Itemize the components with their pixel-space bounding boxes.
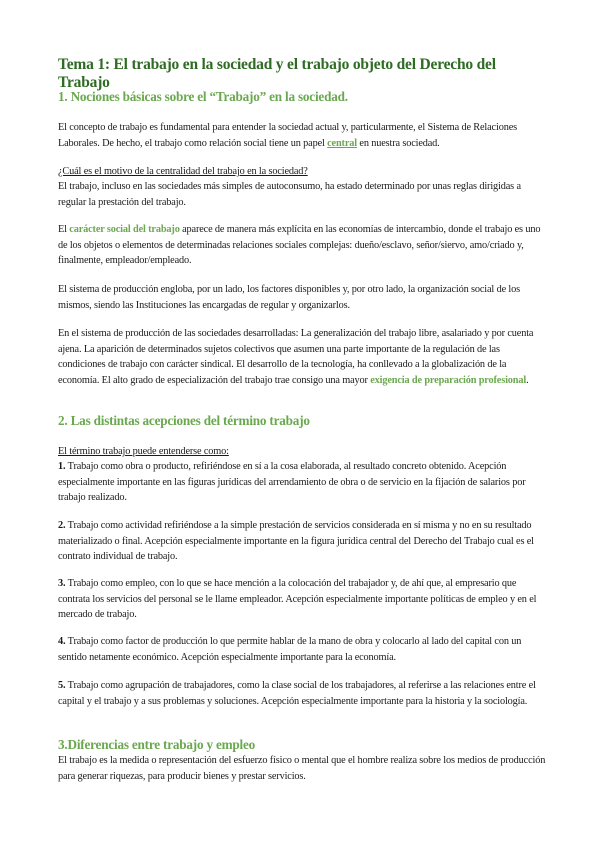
section-1-paragraph-4: El sistema de producción engloba, por un lado, los factores disponibles y, por otro lado, la organización social de los mismos, siendo las Instituciones las encargadas de regular y organizarlos.: [58, 284, 520, 311]
list-item-text: Trabajo como actividad refiriéndose a la simple prestación de servicios considerada en sí misma y no en su resultado materializado o final. Acepción especialmente importante en la figura jurídica central del Derecho del Trabajo cual es el contrato individual de trabajo.: [58, 520, 534, 563]
paragraph-text: en nuestra sociedad.: [356, 137, 440, 149]
section-2-intro: El término trabajo puede entenderse como:: [58, 446, 229, 457]
list-item: [58, 459, 546, 506]
list-item-number: 3.: [58, 578, 66, 589]
section-1-paragraph-3: [58, 222, 546, 269]
list-item-text: Trabajo como empleo, con lo que se hace mención a la colocación del trabajador y, de ahí que, al empresario que contrata los servicios del personal se le llame empleador. Acepción especialmente importante políticas de empleo y en el mercado de trabajo.: [58, 578, 537, 621]
section-1-question: ¿Cuál es el motivo de la centralidad del trabajo en la sociedad?: [58, 166, 308, 177]
document-title: Tema 1: El trabajo en la sociedad y el trabajo objeto del Derecho del Trabajo: [58, 56, 496, 91]
list-item-number: 4.: [58, 636, 66, 647]
list-item-number: 5.: [58, 680, 66, 691]
paragraph-text: aparece de manera más explícita en las economías de intercambio, donde el trabajo es uno de los objetos o elementos de determinadas relaciones sociales complejas: dueño/esclavo, señor/siervo, amo/criado y, finalmente, empleador/empleado.: [58, 224, 541, 267]
section-1-paragraph-2: El trabajo, incluso en las sociedades más simples de autoconsumo, ha estado determinado por unas reglas dirigidas a regular la prestación del trabajo.: [58, 181, 521, 208]
list-item: [58, 678, 546, 709]
section-3-heading: 3.Diferencias entre trabajo y empleo: [58, 737, 256, 752]
highlight-central: central: [327, 137, 357, 149]
highlight-social-character: carácter social del trabajo: [69, 224, 180, 235]
section-1-heading: 1. Nociones básicas sobre el “Trabajo” en la sociedad.: [58, 89, 348, 104]
section-1-paragraph-1: [58, 120, 546, 151]
section-2-heading: 2. Las distintas acepciones del término trabajo: [58, 413, 310, 428]
list-item: [58, 634, 546, 665]
list-item-text: Trabajo como agrupación de trabajadores, como la clase social de los trabajadores, al referirse a las relaciones entre el capital y el trabajo y a sus problemas y soluciones. Acepción especialmente importante para la historia y la sociología.: [58, 680, 536, 707]
paragraph-text: El concepto de trabajo es fundamental para entender la sociedad actual y, particularmente, el Sistema de Relaciones Laborales. De hecho, el trabajo como relación social tiene un papel: [58, 122, 517, 149]
paragraph-text: .: [526, 374, 529, 386]
section-1-paragraph-5: [58, 326, 546, 388]
section-3-paragraph-1: El trabajo es la medida o representación del esfuerzo físico o mental que el hombre realiza sobre los medios de producción para generar riquezas, para producir bienes y prestar servicios.: [58, 755, 546, 782]
paragraph-text: El: [58, 224, 70, 235]
paragraph-text: En el sistema de producción de las sociedades desarrolladas: La generalización del trabajo libre, asalariado y por cuenta ajena. La aparición de determinados sujetos colectivos que asumen una parte importante de la regulación de las condiciones de trabajo con carácter sindical. El desarrollo de la tecnología, ha conllevado a la globalización de la economía. El alto grado de especialización del trabajo trae consigo una mayor: [58, 328, 534, 386]
list-item-number: 1.: [58, 461, 66, 472]
list-item: [58, 518, 546, 565]
list-item-text: Trabajo como factor de producción lo que permite hablar de la mano de obra y colocarlo al lado del capital con un sentido netamente económico. Acepción especialmente importante para la economía.: [58, 636, 522, 663]
list-item-number: 2.: [58, 520, 66, 531]
list-item-text: Trabajo como obra o producto, refiriéndose en sí a la cosa elaborada, al resultado concreto obtenido. Acepción especialmente importante en las figuras jurídicas del arrendamiento de obra o de servicio en la fijación de salarios por trabajo realizado.: [58, 461, 526, 504]
list-item: [58, 576, 546, 623]
highlight-professional-prep: exigencia de preparación profesional: [370, 374, 527, 386]
